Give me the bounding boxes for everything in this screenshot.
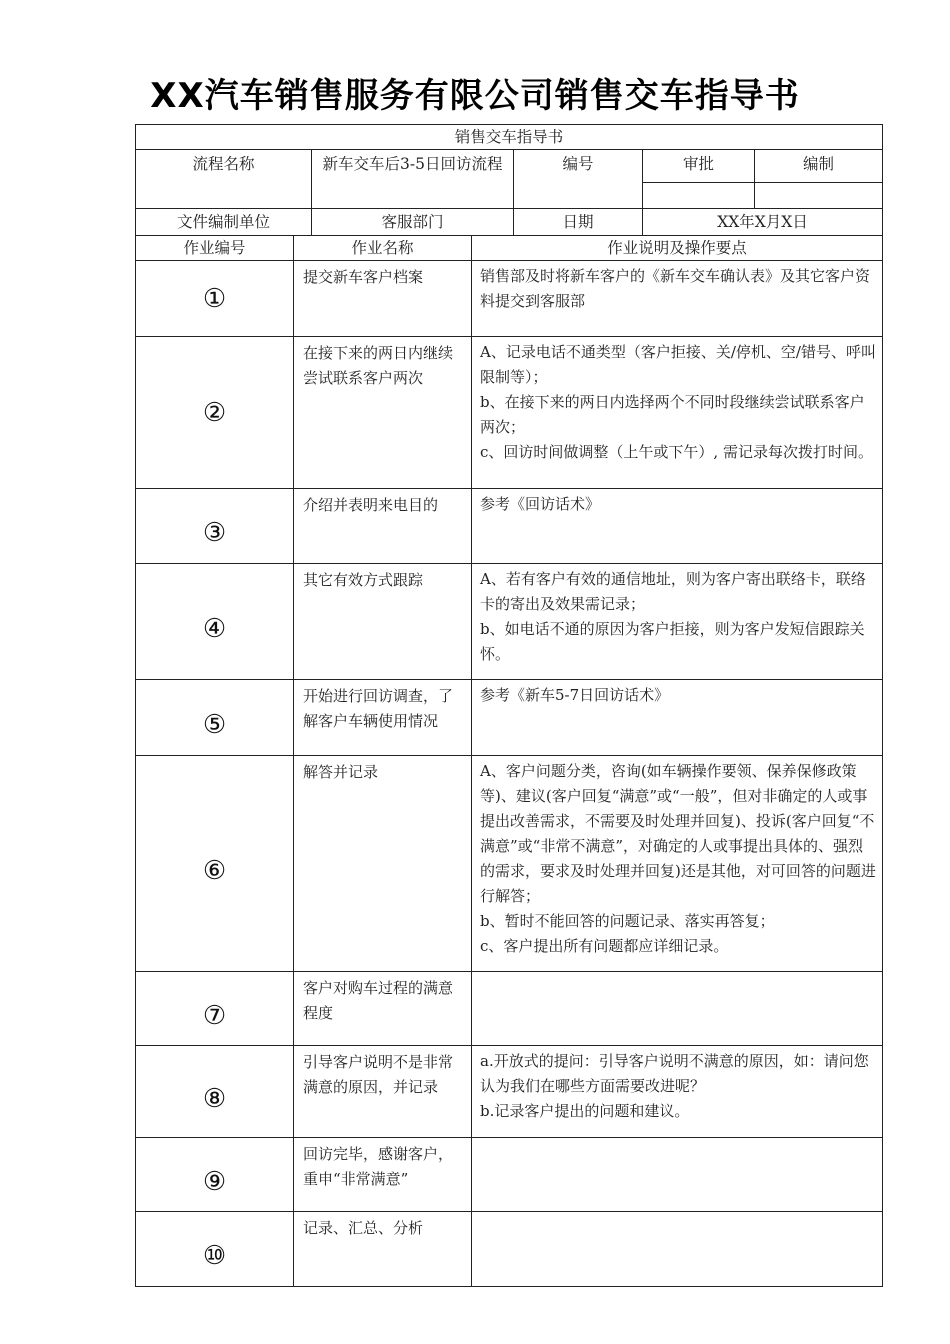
step-description-line: A、记录电话不通类型（客户拒接、关/停机、空/错号、呼叫限制等）； — [480, 343, 876, 386]
step-description — [472, 564, 883, 680]
table-row — [136, 680, 883, 756]
step-number: ⑩ — [136, 1212, 294, 1287]
step-number: ⑥ — [136, 756, 294, 972]
step-number: ⑤ — [136, 680, 294, 756]
step-name: 引导客户说明不是非常满意的原因，并记录 — [294, 1046, 472, 1138]
step-name: 解答并记录 — [294, 756, 472, 972]
step-description-line: c、回访时间做调整（上午或下午）, 需记录每次拨打时间。 — [480, 443, 873, 461]
table-row — [136, 261, 883, 337]
process-name-label: 流程名称 — [136, 150, 312, 209]
step-name: 在接下来的两日内继续尝试联系客户两次 — [294, 337, 472, 489]
step-description — [472, 489, 883, 564]
step-description-line: 参考《新车5-7日回访话术》 — [480, 686, 670, 704]
code-label: 编号 — [514, 150, 643, 209]
step-number: ① — [136, 261, 294, 337]
step-name: 回访完毕，感谢客户，重申“非常满意” — [294, 1138, 472, 1212]
steps-table — [135, 235, 883, 1287]
step-name: 开始进行回访调查，了解客户车辆使用情况 — [294, 680, 472, 756]
step-number: ⑦ — [136, 972, 294, 1046]
step-description — [472, 261, 883, 337]
step-name: 客户对购车过程的满意程度 — [294, 972, 472, 1046]
step-description-line: b、在接下来的两日内选择两个不同时段继续尝试联系客户两次； — [480, 393, 865, 436]
process-name-value: 新车交车后3-5日回访流程 — [312, 150, 514, 209]
guide-table — [135, 124, 882, 1287]
table-title: 销售交车指导书 — [136, 125, 883, 150]
step-number: ⑨ — [136, 1138, 294, 1212]
step-number: ⑧ — [136, 1046, 294, 1138]
column-header-name: 作业名称 — [294, 236, 472, 261]
compile-label: 编制 — [755, 150, 883, 183]
date-label: 日期 — [514, 209, 643, 236]
step-name: 记录、汇总、分析 — [294, 1212, 472, 1287]
step-name: 提交新车客户档案 — [294, 261, 472, 337]
table-row — [136, 1046, 883, 1138]
step-description-line: 销售部及时将新车客户的《新车交车确认表》及其它客户资料提交到客服部 — [480, 267, 871, 310]
step-description-line: c、客户提出所有问题都应详细记录。 — [480, 937, 729, 955]
step-number: ④ — [136, 564, 294, 680]
unit-value: 客服部门 — [312, 209, 514, 236]
step-description — [472, 1212, 883, 1287]
table-row — [136, 337, 883, 489]
step-description — [472, 756, 883, 972]
date-value: XX年X月X日 — [643, 209, 883, 236]
table-row — [136, 972, 883, 1046]
step-description-line: b、如电话不通的原因为客户拒接，则为客户发短信跟踪关怀。 — [480, 620, 865, 663]
step-description — [472, 680, 883, 756]
table-row — [136, 1212, 883, 1287]
column-header-desc: 作业说明及操作要点 — [472, 236, 883, 261]
compile-value-cell — [755, 182, 883, 208]
approve-value-cell — [643, 182, 755, 208]
step-description-line: b.记录客户提出的问题和建议。 — [480, 1102, 690, 1120]
approve-label: 审批 — [643, 150, 755, 183]
table-row — [136, 489, 883, 564]
step-description-line: a.开放式的提问：引导客户说明不满意的原因，如：请问您认为我们在哪些方面需要改进呢？ — [480, 1052, 869, 1095]
step-description-line: A、客户问题分类，咨询(如车辆操作要领、保养保修政策等)、建议(客户回复“满意”或“一般”，但对非确定的人或事提出改善需求，不需要及时处理并回复)、投诉(客户回复“不满意”或“非常不满意”，对确定的人或事提出具体的、强烈的需求，要求及时处理并回复)还是其他，对可回答的问题进行解答； — [480, 762, 876, 905]
step-description — [472, 1138, 883, 1212]
document-title: XX汽车销售服务有限公司销售交车指导书 — [150, 76, 800, 116]
step-number: ② — [136, 337, 294, 489]
table-row — [136, 756, 883, 972]
header-table — [135, 124, 883, 236]
step-description — [472, 337, 883, 489]
step-name: 介绍并表明来电目的 — [294, 489, 472, 564]
step-description-line: 参考《回访话术》 — [480, 495, 601, 513]
step-description — [472, 972, 883, 1046]
step-number: ③ — [136, 489, 294, 564]
step-description-line: b、暂时不能回答的问题记录、落实再答复； — [480, 912, 775, 930]
table-row — [136, 564, 883, 680]
table-row — [136, 1138, 883, 1212]
step-name: 其它有效方式跟踪 — [294, 564, 472, 680]
unit-label: 文件编制单位 — [136, 209, 312, 236]
column-header-no: 作业编号 — [136, 236, 294, 261]
step-description — [472, 1046, 883, 1138]
step-description-line: A、若有客户有效的通信地址，则为客户寄出联络卡，联络卡的寄出及效果需记录； — [480, 570, 866, 613]
